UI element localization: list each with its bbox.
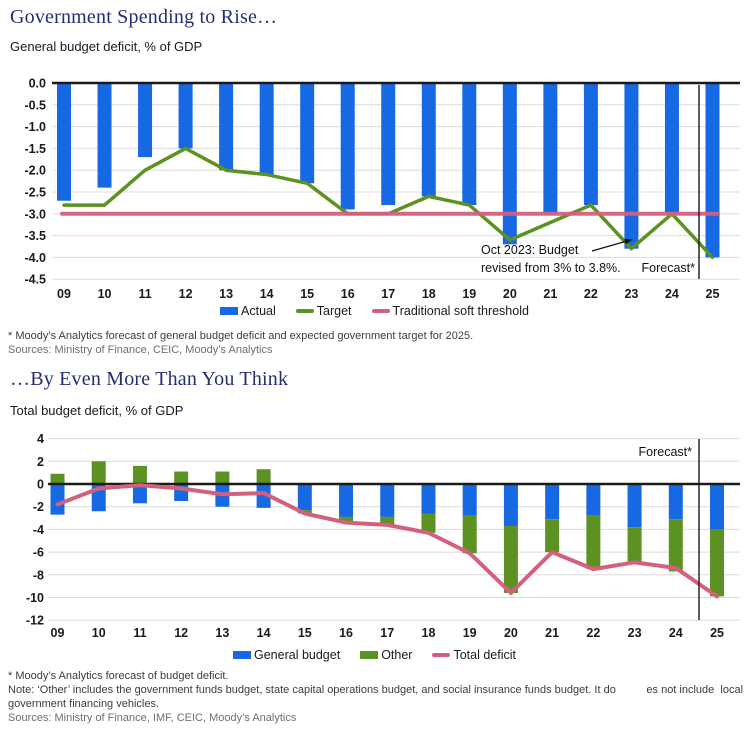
other-swatch-icon — [360, 651, 378, 659]
chart1-legend — [0, 304, 749, 318]
bar-actual-14 — [260, 83, 274, 175]
threshold-swatch-icon — [372, 309, 390, 313]
y-tick-label: -3.0 — [24, 207, 46, 222]
general-budget-swatch-icon — [233, 651, 251, 659]
x-tick-label: 20 — [503, 626, 518, 640]
y-tick-label: -2 — [32, 500, 44, 515]
x-tick-label: 16 — [339, 626, 353, 640]
chart1-subtitle: General budget deficit, % of GDP — [10, 39, 203, 54]
x-tick-label: 11 — [138, 287, 152, 301]
chart2-subtitle: Total budget deficit, % of GDP — [10, 403, 184, 418]
bar-actual-25 — [705, 83, 719, 257]
y-tick-label: -6 — [32, 545, 44, 560]
forecast-label: Forecast* — [638, 445, 692, 459]
legend-label-actual: Actual — [241, 304, 276, 318]
legend-item-actual — [220, 304, 276, 318]
bar-other-09 — [51, 474, 65, 484]
bar-general-budget-15 — [298, 484, 312, 510]
bar-general-budget-24 — [669, 484, 683, 519]
x-tick-label: 12 — [178, 287, 193, 301]
legend-item-other — [360, 648, 412, 662]
bar-other-12 — [174, 472, 188, 484]
y-tick-label: -1.0 — [24, 120, 46, 135]
legend-item-general-budget — [233, 648, 340, 662]
chart1-sources: Sources: Ministry of Finance, CEIC, Moody’s Analytics — [8, 344, 273, 356]
bar-other-25 — [710, 529, 724, 596]
bar-other-13 — [215, 472, 229, 484]
bar-other-20 — [504, 526, 518, 593]
chart2-note-line1: Note: ‘Other’ includes the government funds budget, state capital operations budget, and social insurance funds budget. It do es not include local — [8, 684, 744, 696]
bar-other-21 — [545, 519, 559, 552]
bar-actual-11 — [138, 83, 152, 157]
x-tick-label: 13 — [215, 626, 230, 640]
x-tick-label: 21 — [543, 287, 558, 301]
bar-other-19 — [463, 516, 477, 553]
bar-general-budget-25 — [710, 484, 724, 529]
bar-actual-22 — [584, 83, 598, 205]
y-tick-label: 4 — [37, 432, 44, 447]
bar-actual-24 — [665, 83, 679, 214]
x-tick-label: 23 — [627, 626, 642, 640]
y-tick-label: -0.5 — [24, 98, 46, 113]
x-tick-label: 16 — [340, 287, 355, 301]
x-tick-label: 11 — [133, 626, 147, 640]
x-tick-label: 18 — [421, 287, 436, 301]
chart1-plot — [0, 68, 749, 302]
x-tick-label: 14 — [259, 287, 274, 301]
bar-other-10 — [92, 461, 106, 484]
x-tick-label: 12 — [174, 626, 189, 640]
chart1-footnote: * Moody’s Analytics forecast of general budget deficit and expected government target for 2025. — [8, 330, 474, 342]
bar-other-14 — [257, 469, 271, 484]
bar-actual-18 — [422, 83, 436, 196]
chart2-sources: Sources: Ministry of Finance, IMF, CEIC, Moody’s Analytics — [8, 712, 297, 724]
y-tick-label: -12 — [25, 613, 44, 628]
x-tick-label: 17 — [381, 287, 396, 301]
x-tick-label: 22 — [583, 287, 598, 301]
x-tick-label: 24 — [668, 626, 683, 640]
legend-label-total-deficit: Total deficit — [453, 648, 516, 662]
bar-general-budget-09 — [51, 484, 65, 515]
bar-general-budget-19 — [463, 484, 477, 516]
y-tick-label: -3.5 — [24, 229, 46, 244]
x-tick-label: 09 — [50, 626, 65, 640]
y-tick-label: -8 — [32, 568, 44, 583]
x-tick-label: 22 — [586, 626, 601, 640]
x-tick-label: 15 — [300, 287, 315, 301]
y-tick-label: 0.0 — [28, 76, 46, 91]
bar-general-budget-20 — [504, 484, 518, 526]
annotation-line1: Oct 2023: Budget — [481, 243, 579, 257]
chart2-footnote: * Moody’s Analytics forecast of budget deficit. — [8, 670, 229, 682]
y-tick-label: -4 — [32, 522, 44, 537]
bar-actual-12 — [179, 83, 193, 148]
y-tick-label: -1.5 — [24, 141, 46, 156]
annotation-arrow-line — [592, 241, 627, 251]
bar-general-budget-16 — [339, 484, 353, 517]
forecast-label: Forecast* — [641, 261, 695, 275]
x-tick-label: 24 — [664, 287, 679, 301]
target-swatch-icon — [296, 309, 314, 313]
x-tick-label: 15 — [297, 626, 312, 640]
y-tick-label: 0 — [37, 477, 44, 492]
bar-actual-13 — [219, 83, 233, 170]
bar-general-budget-22 — [586, 484, 600, 516]
x-tick-label: 17 — [380, 626, 395, 640]
y-tick-label: -4.5 — [24, 272, 46, 287]
bar-actual-20 — [503, 83, 517, 244]
bar-actual-19 — [462, 83, 476, 205]
annotation-line2: revised from 3% to 3.8%. — [481, 261, 621, 275]
y-tick-label: -2.5 — [24, 185, 46, 200]
chart1-title: Government Spending to Rise… — [10, 6, 278, 28]
bar-actual-23 — [624, 83, 638, 249]
bar-general-budget-21 — [545, 484, 559, 519]
chart2-note-line2: government financing vehicles. — [8, 698, 160, 710]
x-tick-label: 10 — [91, 626, 106, 640]
legend-label-threshold: Traditional soft threshold — [392, 304, 529, 318]
y-tick-label: -10 — [25, 591, 44, 605]
bar-actual-10 — [98, 83, 112, 188]
bar-actual-17 — [381, 83, 395, 205]
x-tick-label: 25 — [705, 287, 720, 301]
x-tick-label: 25 — [710, 626, 724, 640]
chart2-legend — [0, 648, 749, 662]
x-tick-label: 10 — [97, 287, 112, 301]
bar-actual-09 — [57, 83, 71, 201]
bar-other-11 — [133, 466, 147, 484]
x-tick-label: 14 — [256, 626, 271, 640]
legend-item-total-deficit — [432, 648, 516, 662]
x-tick-label: 13 — [219, 287, 234, 301]
x-tick-label: 23 — [624, 287, 639, 301]
bar-other-23 — [628, 527, 642, 562]
x-tick-label: 19 — [462, 287, 477, 301]
legend-item-target — [296, 304, 352, 318]
legend-item-threshold — [372, 304, 529, 318]
chart2-title: …By Even More Than You Think — [10, 368, 289, 390]
bar-actual-21 — [543, 83, 557, 214]
x-tick-label: 20 — [502, 287, 517, 301]
y-tick-label: -2.0 — [24, 163, 46, 178]
legend-label-general-budget: General budget — [254, 648, 341, 662]
bar-general-budget-17 — [380, 484, 394, 517]
chart2-plot — [0, 424, 749, 646]
bar-actual-15 — [300, 83, 314, 183]
bar-other-24 — [669, 519, 683, 571]
legend-label-other: Other — [381, 648, 413, 662]
actual-swatch-icon — [220, 307, 238, 315]
legend-label-target: Target — [316, 304, 352, 318]
y-tick-label: -4.0 — [24, 250, 46, 265]
x-tick-label: 19 — [462, 626, 477, 640]
total-deficit-swatch-icon — [432, 653, 450, 657]
y-tick-label: 2 — [37, 454, 44, 469]
bar-general-budget-23 — [628, 484, 642, 527]
x-tick-label: 21 — [545, 626, 560, 640]
x-tick-label: 09 — [57, 287, 71, 301]
bar-other-22 — [586, 516, 600, 569]
bar-actual-16 — [341, 83, 355, 209]
x-tick-label: 18 — [421, 626, 436, 640]
bar-general-budget-18 — [421, 484, 435, 514]
